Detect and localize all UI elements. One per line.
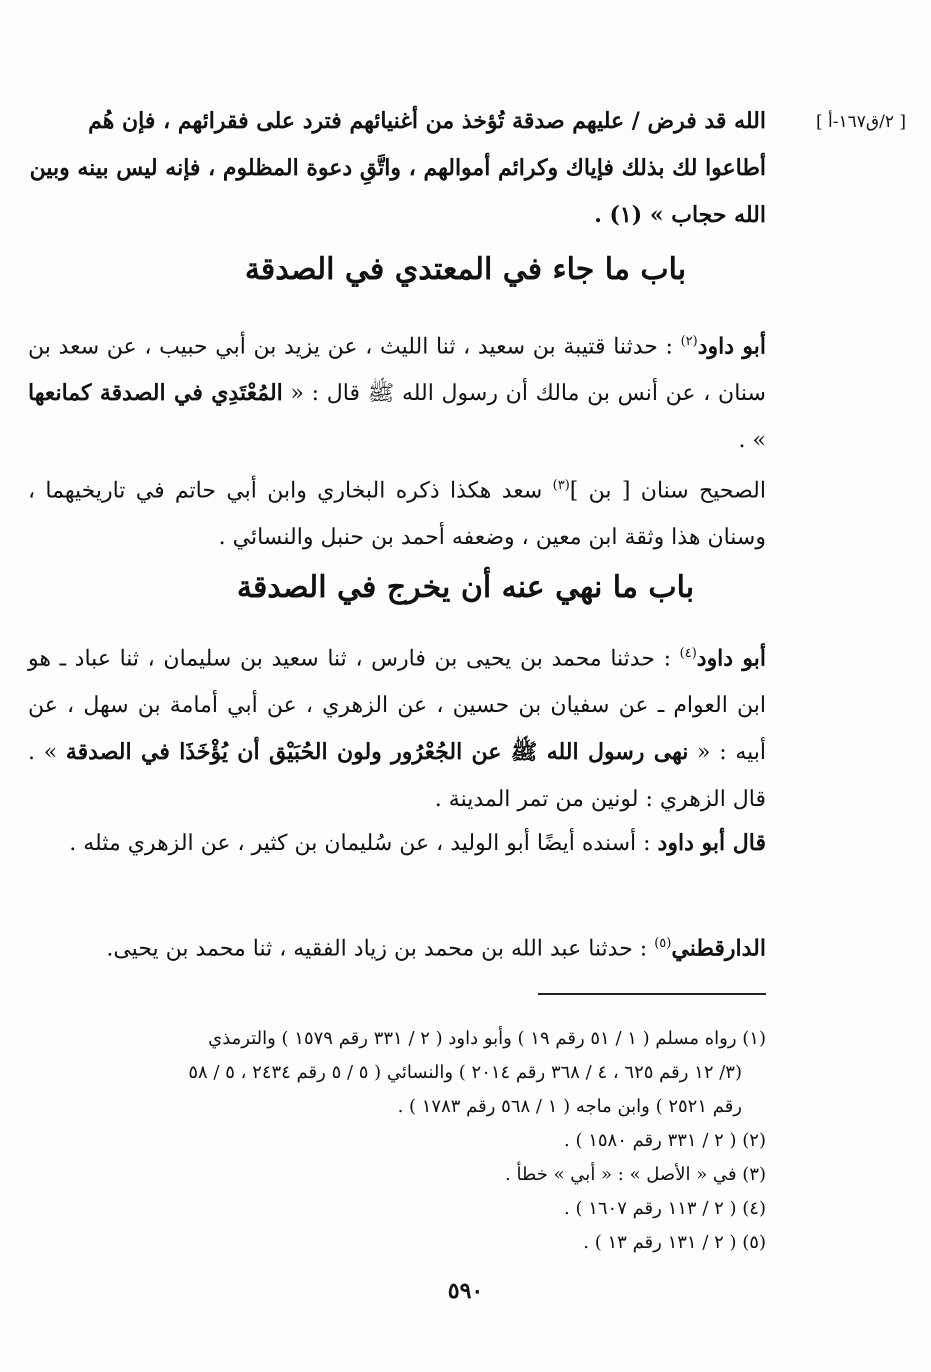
manuscript-folio-reference: [ ٢/ق١٦٧-أ ] [815, 112, 906, 132]
narrator-name: قال أبو داود [657, 830, 766, 856]
footnote-line: (٤) ( ٢ / ١١٣ رقم ١٦٠٧ ) . [564, 1198, 766, 1219]
paragraph-continuation [28, 98, 766, 239]
text-line: أطاعوا لك بذلك فإياك وكرائم أموالهم ، واتَّقِ دعوة المظلوم ، فإنه ليس بينه وبين [29, 155, 766, 181]
text-line: الله قد فرض / عليهم صدقة تُؤخذ من أغنيائهم فترد على فقرائهم ، فإن هُم [88, 108, 766, 134]
commentary-text: الصحيح سنان [ بن ] [569, 478, 766, 504]
narrator-name: الدارقطني [671, 935, 766, 962]
isnad-text: : حدثنا محمد بن يحيى بن فارس ، ثنا سعيد بن سليمان ، ثنا عباد ـ هو ابن العوام ـ عن سفيان بن حسين ، عن الزهري ، عن أبي أمامة بن سهل ، عن أبيه : « [28, 646, 766, 766]
closing-text: » . قال الزهري : لونين من تمر المدينة . [28, 740, 766, 813]
footnote-line: (٣) في « الأصل » : « أبي » خطأ . [505, 1164, 766, 1185]
footnote-line: (١) رواه مسلم ( ١ / ٥١ رقم ١٩ ) وأبو داود ( ٢ / ٣٣١ رقم ١٥٧٩ ) والترمذي [208, 1028, 766, 1049]
isnad-text: : حدثنا قتيبة بن سعيد ، ثنا الليث ، عن يزيد بن أبي حبيب ، عن سعد بن سنان ، عن أنس بن مالك أن رسول الله ﷺ قال : « [28, 334, 766, 407]
footnote-ref: (٥) [654, 936, 672, 951]
hadith-paragraph [28, 630, 766, 823]
chapter-heading: باب ما جاء في المعتدي في الصدقة [244, 252, 687, 287]
commentary-text: سعد هكذا ذكره البخاري وابن أبي حاتم في تاريخيهما ، وسنان هذا وثقة ابن معين ، وضعفه أحمد بن حنبل والنسائي . [28, 478, 766, 551]
footnote-line: (٥) ( ٢ / ١٣١ رقم ١٣ ) . [583, 1232, 766, 1253]
narration-text: : حدثنا عبد الله بن محمد بن زياد الفقيه ، ثنا محمد بن يحيى. [106, 936, 655, 962]
narrator-name: أبو داود [696, 645, 766, 672]
footnote-line: رقم ٢٥٢١ ) وابن ماجه ( ١ / ٥٦٨ رقم ١٧٨٣ ) . [397, 1096, 742, 1117]
footnote-line: (٣/ ١٢ رقم ٦٢٥ ، ٤ / ٣٦٨ رقم ٢٠١٤ ) والنسائي ( ٥ / ٥ رقم ٢٤٣٤ ، ٥ / ٥٨ [188, 1062, 742, 1083]
footnote-ref: (٢) [680, 334, 698, 349]
hadith-paragraph [28, 318, 766, 464]
footnote-ref: (٣) [552, 478, 570, 493]
hadith-text: المُعْتَدِي في الصدقة كمانعها [28, 380, 283, 407]
closing-text: » . [738, 428, 766, 454]
narration-text: : أسنده أيضًا أبو الوليد ، عن سُليمان بن كثير ، عن الزهري مثله . [69, 831, 658, 856]
narration-paragraph [28, 820, 766, 867]
hadith-text: نهى رسول الله ﷺ عن الجُعْرُور ولون الحُبَيْق أن يُؤْخَذَا في الصدقة [65, 739, 689, 766]
footnote-separator [538, 993, 766, 995]
narrator-name: أبو داود [697, 333, 767, 360]
narration-paragraph [28, 920, 766, 972]
chapter-heading: باب ما نهي عنه أن يخرج في الصدقة [236, 570, 695, 605]
footnotes [28, 1022, 766, 1260]
footnote-line: (٢) ( ٢ / ٣٣١ رقم ١٥٨٠ ) . [564, 1130, 766, 1151]
text-line: الله حجاب » (١) . [594, 202, 766, 228]
page-number: ٥٩٠ [447, 1278, 484, 1304]
footnote-ref: (٤) [679, 646, 697, 661]
commentary-paragraph [28, 462, 766, 561]
